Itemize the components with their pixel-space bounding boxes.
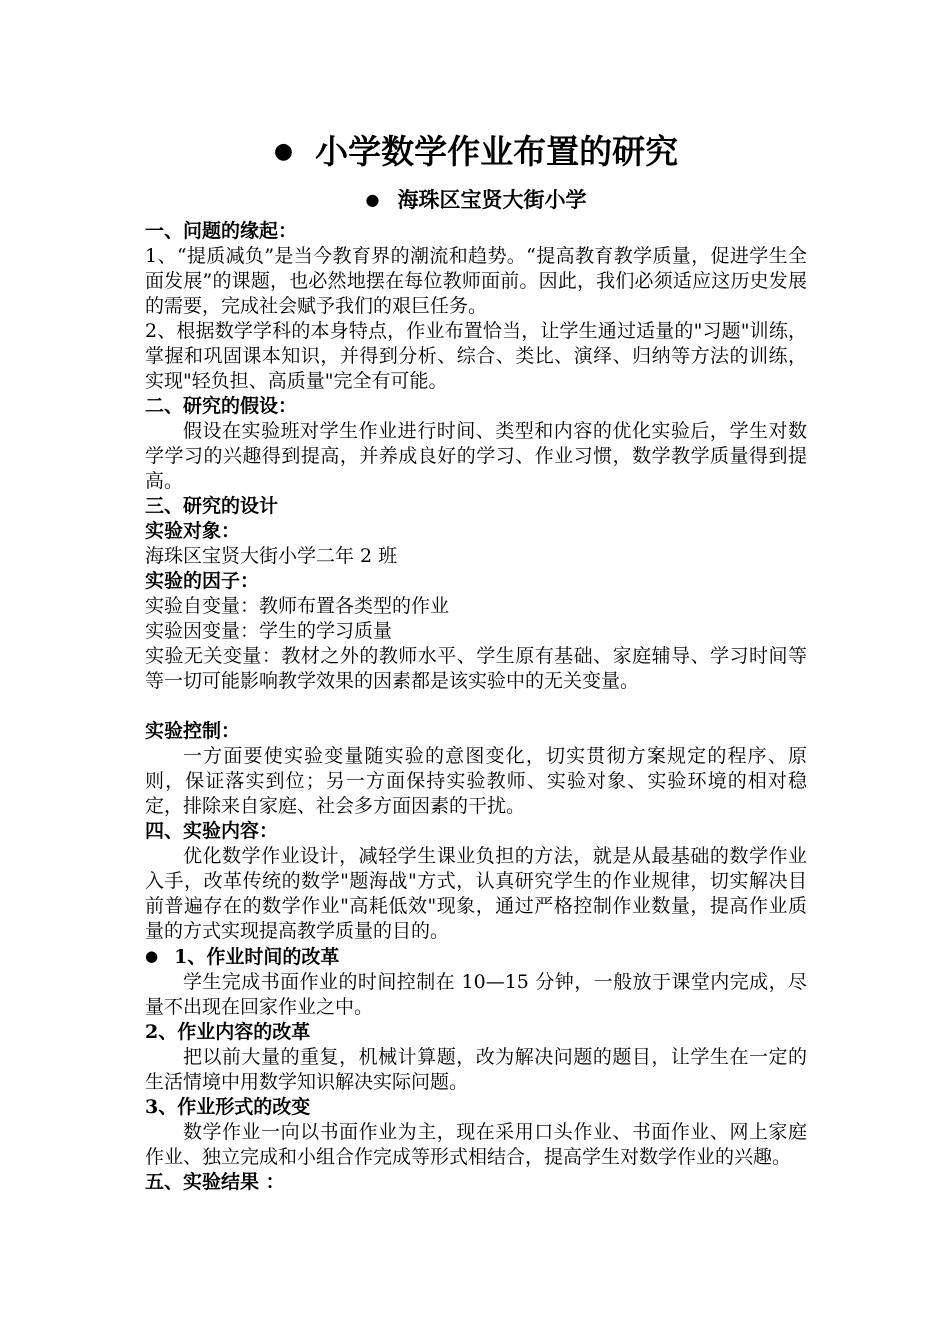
subtitle-text: 海珠区宝贤大街小学 xyxy=(397,187,587,212)
experiment-factor-dependent: 实验因变量：学生的学习质量 xyxy=(145,620,393,642)
section-1-heading: 一、问题的缘起： xyxy=(145,220,298,242)
experiment-factor-independent: 实验自变量：教师布置各类型的作业 xyxy=(145,595,450,617)
reform-2-text: 把以前大量的重复，机械计算题，改为解决问题的题目，让学生在一定的生活情境中用数学知识解决实际问题。 xyxy=(145,1046,807,1093)
reform-1-heading-text: 1、作业时间的改革 xyxy=(174,946,340,968)
title-bullet-icon: ● xyxy=(273,138,294,164)
experiment-object-heading: 实验对象： xyxy=(145,520,241,542)
reform-3-heading: 3、作业形式的改变 xyxy=(145,1096,311,1118)
document-subtitle xyxy=(145,185,807,215)
section-4-paragraph: 优化数学作业设计，减轻学生课业负担的方法，就是从最基础的数学作业入手，改革传统的数学"题海战"方式，认真研究学生的作业规律，切实解决目前普遍存在的数学作业"高耗低效"现象，通过严格控制作业数量，提高作业质量的方式实现提高教学质量的目的。 xyxy=(145,845,807,942)
section-3-heading: 三、研究的设计 xyxy=(145,495,279,517)
section-1-paragraph-2: 2、根据数学学科的本身特点，作业布置恰当，让学生通过适量的"习题"训练，掌握和巩固课本知识，并得到分析、综合、类比、演绎、归纳等方法的训练，实现"轻负担、高质量"完全有可能。 xyxy=(145,320,807,392)
section-5-heading: 五、实验结果 ： xyxy=(145,1171,285,1193)
section-2-paragraph: 假设在实验班对学生作业进行时间、类型和内容的优化实验后，学生对数学学习的兴趣得到提高，并养成良好的学习、作业习惯，数学教学质量得到提高。 xyxy=(145,420,807,492)
experiment-control-text: 一方面要使实验变量随实验的意图变化，切实贯彻方案规定的程序、原则，保证落实到位；另一方面保持实验教师、实验对象、实验环境的相对稳定，排除来自家庭、社会多方面因素的干扰。 xyxy=(145,745,807,817)
list-bullet-icon: ● xyxy=(145,947,159,965)
reform-1-text: 学生完成书面作业的时间控制在 10—15 分钟，一般放于课堂内完成，尽量不出现在回家作业之中。 xyxy=(145,971,807,1018)
experiment-object-text: 海珠区宝贤大街小学二年 2 班 xyxy=(145,545,398,567)
document-title xyxy=(145,128,807,175)
paragraph-gap xyxy=(145,694,807,719)
section-1-paragraph-1: 1、“提质减负”是当今教育界的潮流和趋势。“提高教育教学质量，促进学生全面发展”的课题，也必然地摆在每位教师面前。因此，我们必须适应这历史发展的需要，完成社会赋予我们的艰巨任务。 xyxy=(145,245,807,317)
document-content xyxy=(145,128,807,1195)
reform-1-heading xyxy=(145,944,807,970)
reform-2-heading: 2、作业内容的改革 xyxy=(145,1021,311,1043)
experiment-control-heading: 实验控制： xyxy=(145,720,241,742)
reform-3-text: 数学作业一向以书面作业为主，现在采用口头作业、书面作业、网上家庭作业、独立完成和小组合作完成等形式相结合，提高学生对数学作业的兴趣。 xyxy=(145,1121,807,1168)
section-2-heading: 二、研究的假设： xyxy=(145,395,298,417)
experiment-factor-irrelevant: 实验无关变量：教材之外的教师水平、学生原有基础、家庭辅导、学习时间等等一切可能影响教学效果的因素都是该实验中的无关变量。 xyxy=(145,645,807,692)
experiment-factor-heading: 实验的因子： xyxy=(145,570,260,592)
subtitle-bullet-icon: ● xyxy=(365,190,380,209)
title-text: 小学数学作业布置的研究 xyxy=(315,132,679,171)
section-4-heading: 四、实验内容： xyxy=(145,820,279,842)
